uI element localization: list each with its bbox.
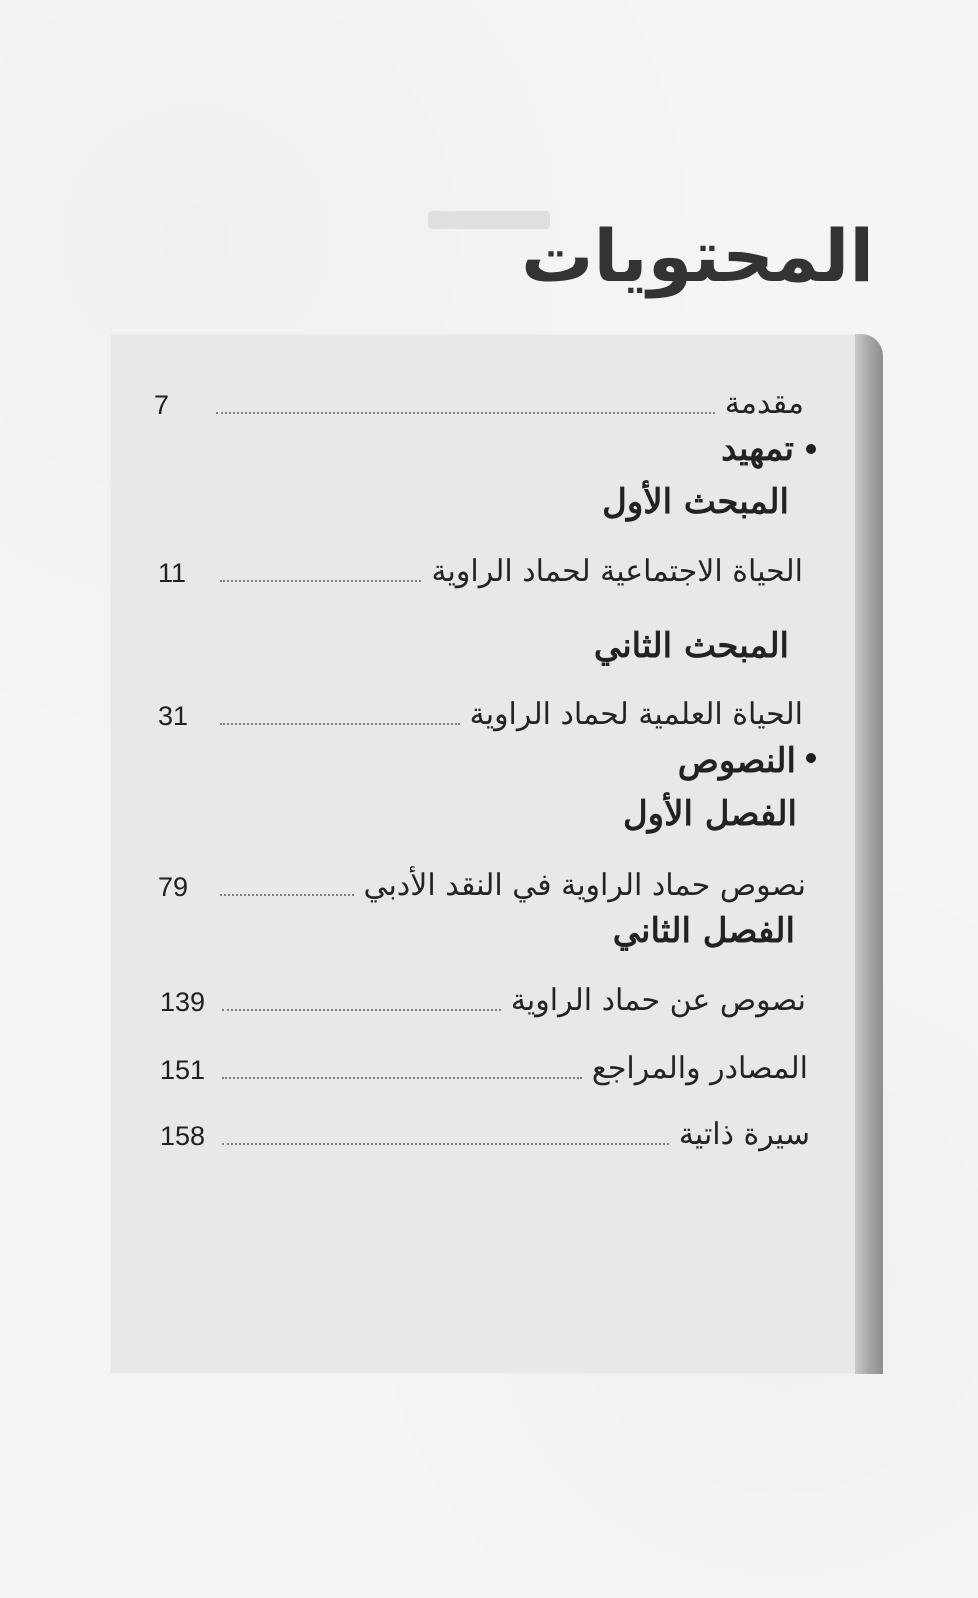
page-title: المحتويات: [521, 214, 874, 298]
dot-leader: [222, 1143, 669, 1145]
page-number: 79: [158, 872, 189, 902]
dot-leader: [220, 580, 421, 582]
dot-leader: [220, 894, 354, 896]
page-number: 139: [160, 987, 206, 1017]
page-number: 11: [158, 558, 187, 588]
entry-label: نصوص حماد الراوية في النقد الأدبي: [363, 868, 806, 903]
toc-row-bio: [160, 1117, 810, 1152]
dot-leader: [220, 723, 460, 725]
toc-row-intro: [154, 386, 804, 421]
entry-label: مقدمة: [724, 386, 804, 421]
page-number: 158: [160, 1121, 206, 1151]
entry-label: المصادر والمراجع: [591, 1051, 808, 1086]
chapter-heading-second: الفصل الثاني: [612, 911, 795, 951]
toc-row-social-life: [158, 554, 803, 589]
toc-row-scientific-life: [158, 697, 803, 732]
dot-leader: [222, 1009, 501, 1011]
toc-row-texts-about: [160, 983, 806, 1018]
entry-label: الحياة العلمية لحماد الراوية: [469, 697, 803, 732]
entry-label: الحياة الاجتماعية لحماد الراوية: [431, 554, 803, 589]
bullet-icon: [806, 753, 816, 763]
entry-label: سيرة ذاتية: [678, 1117, 810, 1152]
section-heading-texts: النصوص: [677, 741, 796, 781]
toc-row-sources: [160, 1051, 808, 1086]
chapter-heading-first: الفصل الأول: [622, 794, 797, 834]
dot-leader: [222, 1077, 582, 1079]
bullet-icon: [806, 444, 816, 454]
page-number: 151: [160, 1055, 206, 1085]
toc-row-texts-criticism: [158, 868, 806, 903]
subsection-heading-first: المبحث الأول: [602, 482, 789, 522]
page-number: 31: [158, 701, 189, 731]
section-heading-tamheed: تمهيد: [721, 429, 794, 469]
subsection-heading-second: المبحث الثاني: [593, 626, 789, 666]
dot-leader: [216, 412, 715, 414]
page-number: 7: [154, 390, 170, 420]
entry-label: نصوص عن حماد الراوية: [510, 983, 806, 1018]
panel-edge: [855, 334, 883, 1374]
